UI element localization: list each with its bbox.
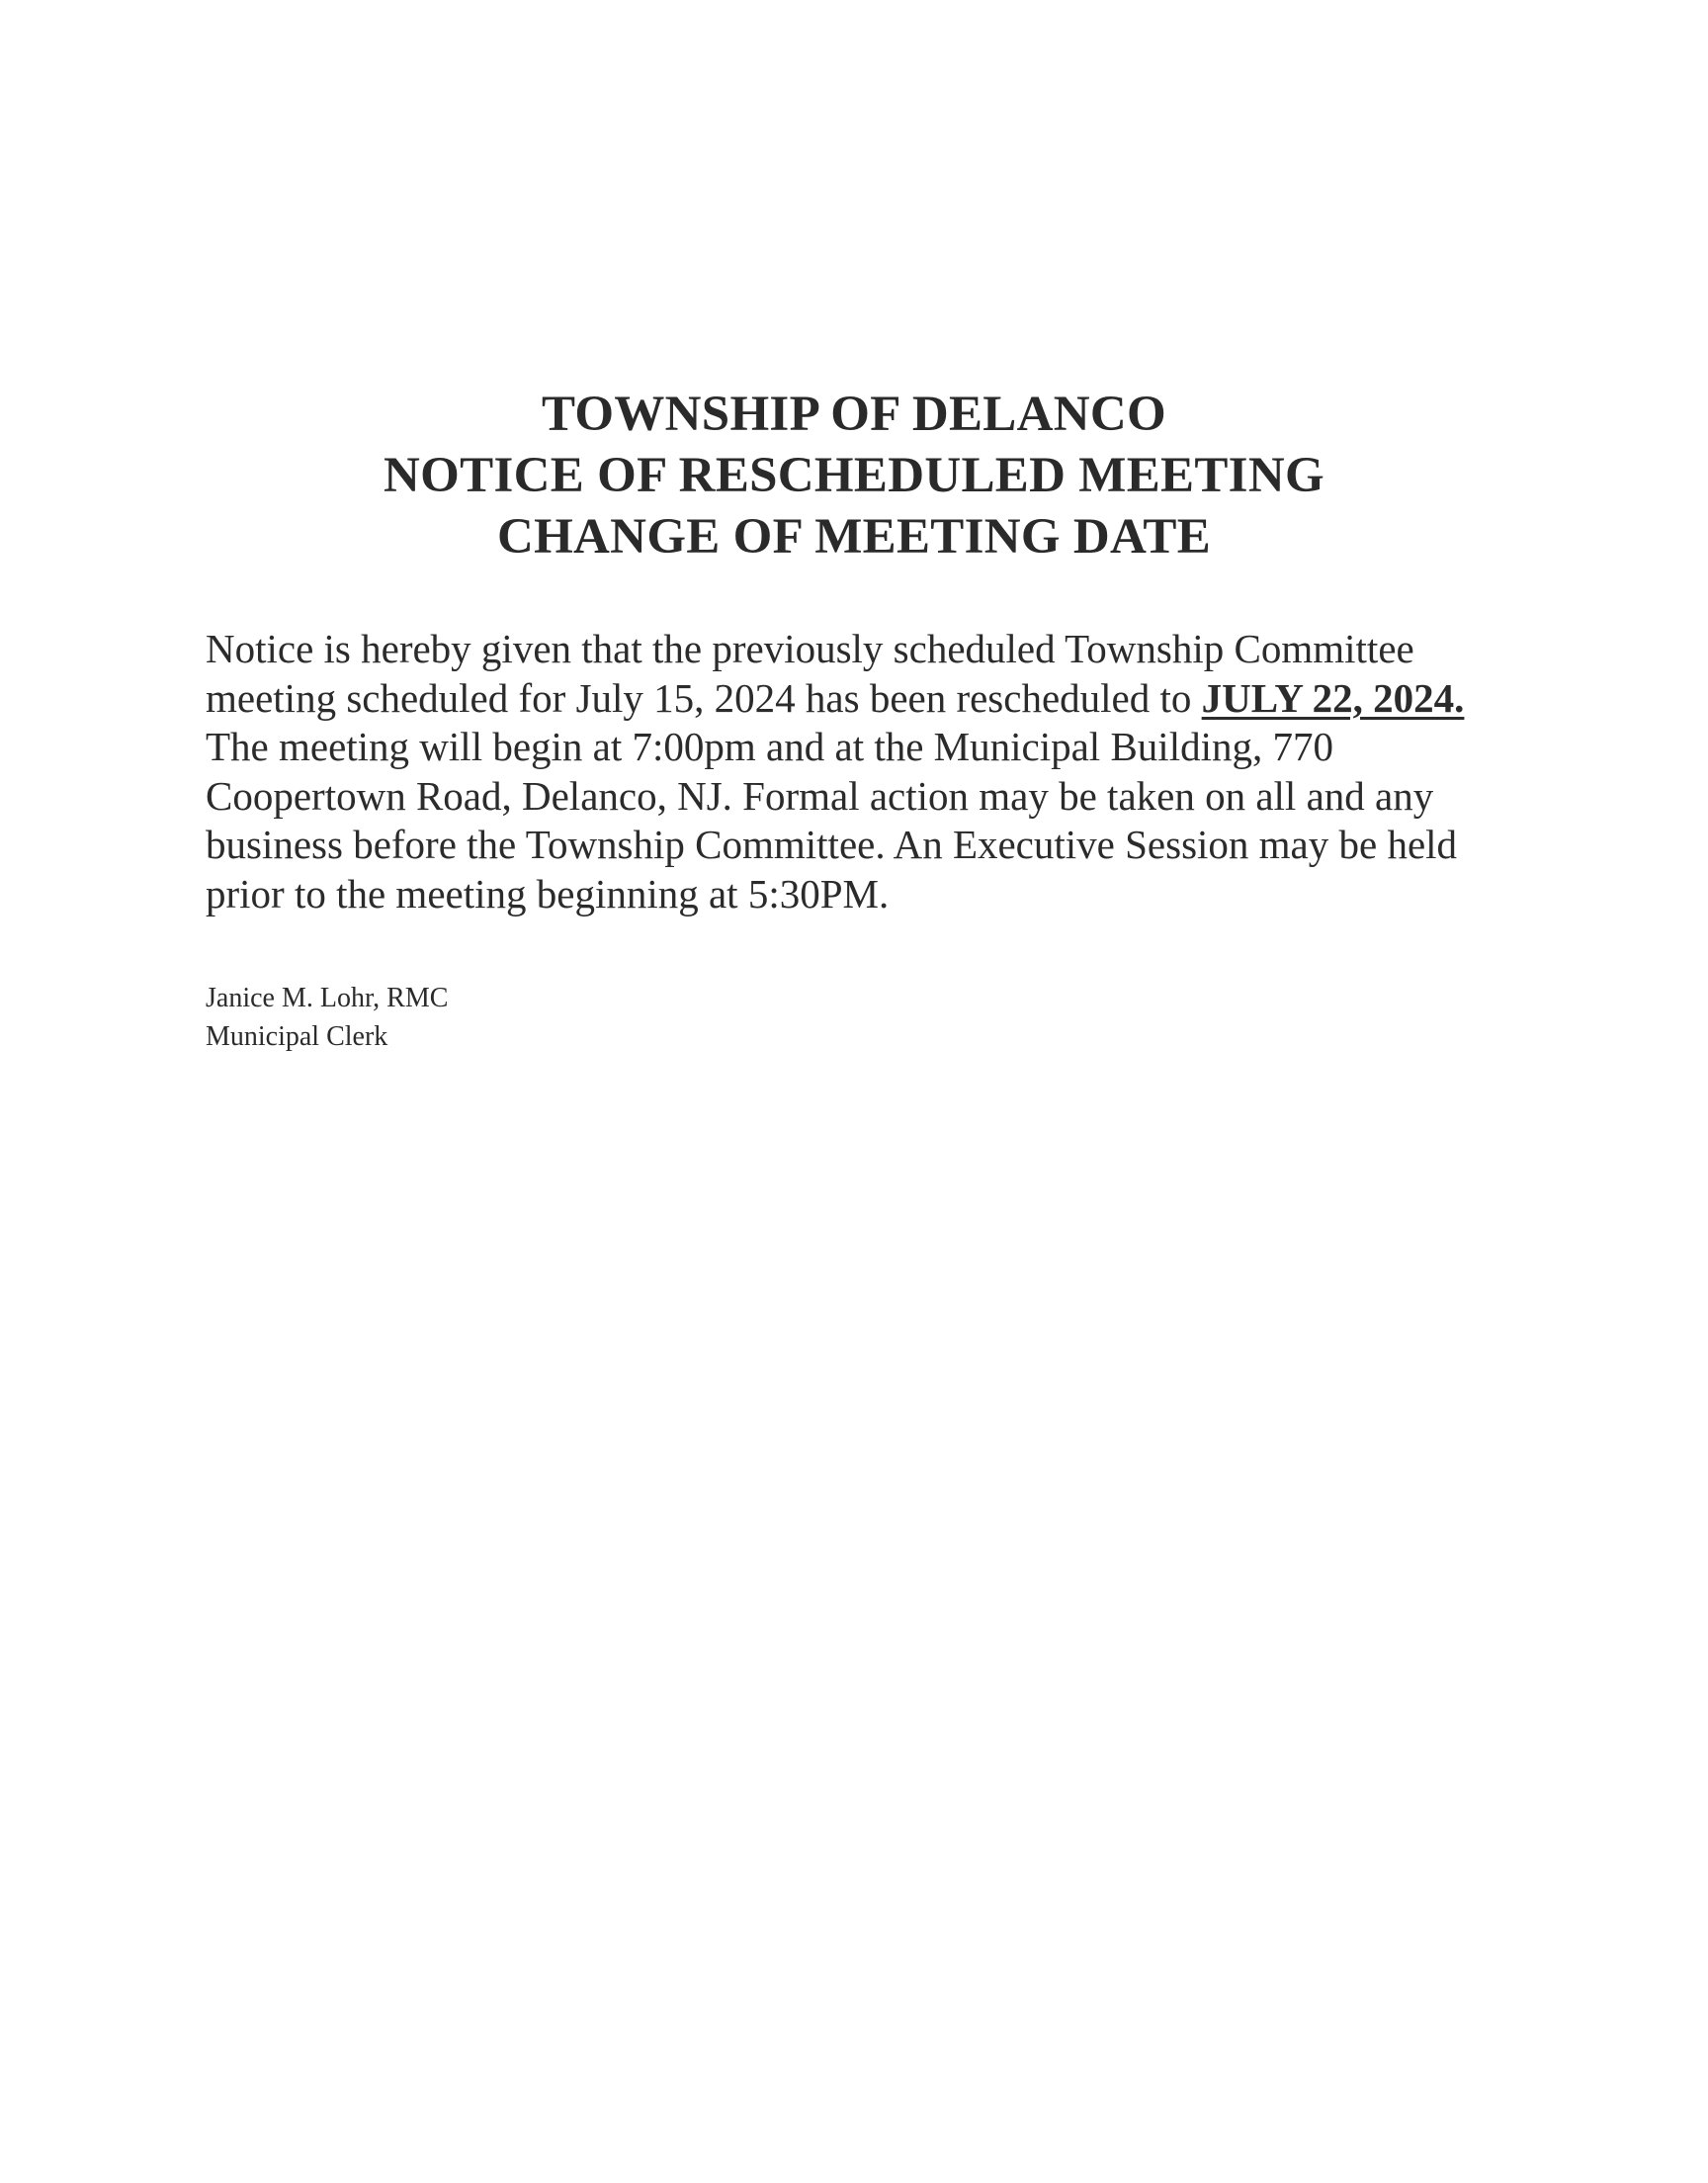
notice-header bbox=[0, 384, 1708, 568]
new-meeting-date: JULY 22, 2024. bbox=[1201, 674, 1465, 721]
notice-body bbox=[206, 625, 1530, 918]
signatory-name: Janice M. Lohr, RMC bbox=[206, 983, 449, 1013]
notice-intro-text: Notice is hereby given that the previously scheduled Township Committee meeting scheduled for July 15, 2024 has been rescheduled to bbox=[206, 626, 1414, 721]
township-title: TOWNSHIP OF DELANCO bbox=[542, 387, 1166, 442]
signature-block bbox=[206, 979, 448, 1056]
notice-subtitle: CHANGE OF MEETING DATE bbox=[496, 509, 1212, 565]
notice-title: NOTICE OF RESCHEDULED MEETING bbox=[384, 448, 1324, 503]
notice-details-text: The meeting will begin at 7:00pm and at the Municipal Building, 770 Coopertown Road, Delanco, NJ. Formal action may be taken on all and any business before the Township Committee. An Executive Session may be held prior to the meeting beginning at 5:30PM. bbox=[206, 724, 1458, 917]
signatory-title: Municipal Clerk bbox=[206, 1021, 388, 1052]
